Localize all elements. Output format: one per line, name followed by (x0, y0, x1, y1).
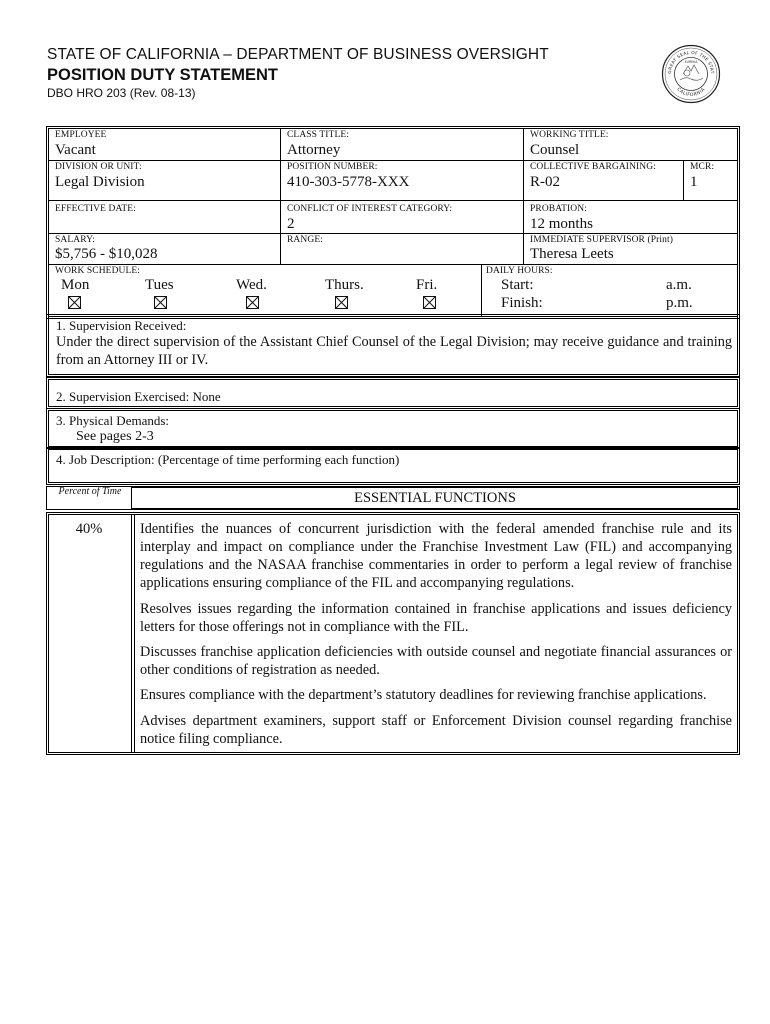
function-item-2: Resolves issues regarding the information contained in franchise applications and issues deficiency letters for those offerings not in compliance with the FIL. (140, 601, 732, 635)
supervisor-value[interactable]: Theresa Leets (530, 246, 614, 262)
thurs-checkbox[interactable] (335, 296, 348, 309)
range-label: RANGE: (287, 235, 323, 245)
work-schedule-label: WORK SCHEDULE: (55, 266, 141, 276)
section4-title: 4. Job Description: (Percentage of time performing each function) (56, 452, 400, 467)
section3-title: 3. Physical Demands: (56, 413, 170, 428)
position-number-value[interactable]: 410-303-5778-XXX (287, 174, 410, 190)
finish-pm: p.m. (666, 295, 693, 311)
conflict-category-value[interactable]: 2 (287, 216, 295, 232)
day-label-fri: Fri. (416, 277, 438, 293)
working-title-label: WORKING TITLE: (530, 130, 609, 140)
finish-label: Finish: (501, 295, 543, 311)
daily-hours-label: DAILY HOURS: (486, 266, 553, 276)
start-am: a.m. (666, 277, 692, 293)
svg-text:CALIFORNIA (675, 86, 706, 98)
division-value[interactable]: Legal Division (55, 174, 145, 190)
employee-label: EMPLOYEE (55, 130, 107, 140)
mon-checkbox[interactable] (68, 296, 81, 309)
seal-bottom-text: CALIFORNIA (675, 87, 707, 99)
seal-motto: EUREKA (684, 60, 698, 64)
supervisor-label: IMMEDIATE SUPERVISOR (Print) (530, 235, 673, 245)
tues-checkbox[interactable] (154, 296, 167, 309)
collective-bargaining-label: COLLECTIVE BARGAINING: (530, 162, 656, 172)
section3-body: See pages 2-3 (76, 429, 154, 444)
class-title-value[interactable]: Attorney (287, 142, 341, 158)
collective-bargaining-value[interactable]: R-02 (530, 174, 560, 190)
employee-value[interactable]: Vacant (55, 142, 96, 158)
section2-title: 2. Supervision Exercised: None (56, 389, 221, 404)
section1-body: Under the direct supervision of the Assistant Chief Counsel of the Legal Division; may receive guidance and training from an Attorney III or IV. (56, 334, 732, 368)
document-title: POSITION DUTY STATEMENT (47, 66, 279, 84)
function-item-1: Identifies the nuances of concurrent jurisdiction with the federal amended franchise rule and its interplay and impact on compliance under the Franchise Investment Law (FIL) and accompanying regulations and the NASAA franchise commentaries in order to perform a legal review of franchise applications ensuring compliance of the FIL and accompanying regulations. (140, 521, 732, 591)
day-label-wed: Wed. (236, 277, 267, 293)
form-number: DBO HRO 203 (Rev. 08-13) (47, 86, 196, 100)
wed-checkbox[interactable] (246, 296, 259, 309)
effective-date-label: EFFECTIVE DATE: (55, 204, 136, 214)
division-label: DIVISION OR UNIT: (55, 162, 142, 172)
agency-name: STATE OF CALIFORNIA – DEPARTMENT OF BUSINESS OVERSIGHT (47, 46, 549, 63)
salary-label: SALARY: (55, 235, 95, 245)
mcr-label: MCR: (690, 162, 715, 172)
class-title-label: CLASS TITLE: (287, 130, 349, 140)
conflict-category-label: CONFLICT OF INTEREST CATEGORY: (287, 204, 453, 214)
essential-functions-header: ESSENTIAL FUNCTIONS (354, 490, 516, 506)
probation-value[interactable]: 12 months (530, 216, 593, 232)
percent-of-time-header: Percent of Time (58, 486, 122, 497)
start-label: Start: (501, 277, 534, 293)
seal-top-text: GREAT SEAL OF THE STAT (667, 50, 715, 75)
probation-label: PROBATION: (530, 204, 587, 214)
mcr-value[interactable]: 1 (690, 174, 698, 190)
section1-title: 1. Supervision Received: (56, 318, 187, 333)
position-number-label: POSITION NUMBER: (287, 162, 378, 172)
salary-value[interactable]: $5,756 - $10,028 (55, 246, 158, 262)
function-percent: 40% (75, 521, 103, 537)
day-label-mon: Mon (61, 277, 90, 293)
fri-checkbox[interactable] (423, 296, 436, 309)
state-seal-icon (661, 44, 721, 104)
function-item-4: Ensures compliance with the department’s statutory deadlines for reviewing franchise applications. (140, 687, 707, 703)
day-label-tues: Tues (145, 277, 174, 293)
day-label-thurs: Thurs. (325, 277, 364, 293)
working-title-value[interactable]: Counsel (530, 142, 580, 158)
function-item-3: Discusses franchise application deficiencies with outside counsel and negotiate financial assurances or other conditions of registration as needed. (140, 644, 732, 678)
function-item-5: Advises department examiners, support staff or Enforcement Division counsel regarding franchise notice filing compliance. (140, 713, 732, 747)
